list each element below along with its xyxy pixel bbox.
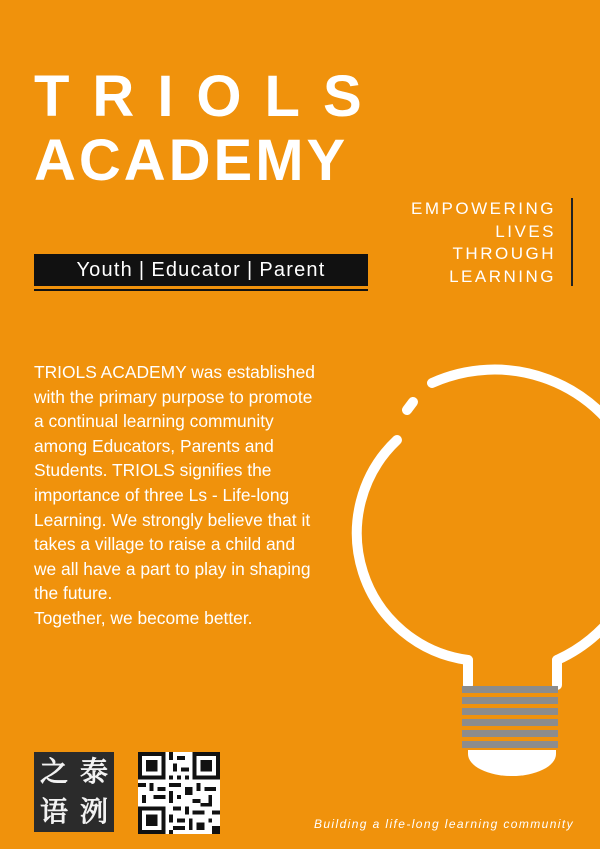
qr-code-icon[interactable]: [138, 752, 220, 834]
logo-char: 洌: [79, 795, 108, 828]
tagline-line: LIVES: [495, 221, 556, 241]
audience-educator: Educator: [151, 258, 241, 281]
tagline-line: LEARNING: [449, 266, 556, 286]
logo-char: 之: [39, 755, 68, 788]
audience-separator: |: [138, 258, 146, 281]
tagline-line: THROUGH: [452, 244, 556, 263]
audience-bar: [34, 254, 368, 286]
footer-slogan: Building a life-long learning community: [313, 817, 574, 831]
audience-underline: [34, 289, 368, 291]
logo-char: 泰: [79, 755, 108, 788]
description-paragraph: Together, we become better.: [34, 607, 253, 628]
chinese-logo: [34, 752, 114, 832]
tagline: [411, 198, 556, 288]
description-paragraph: TRIOLS ACADEMY was established with the primary purpose to promote a continual learning community among Educators, Parents and Students. TRIOLS signifies the importance of three Ls - Life-long Learning. We strongly believe that it takes a village to raise a child and: [34, 362, 315, 555]
audience-youth: Youth: [76, 258, 133, 281]
description: [34, 360, 324, 631]
tagline-divider: [571, 198, 573, 286]
audience-parent: Parent: [259, 258, 326, 281]
logo-char: 语: [39, 795, 68, 828]
description-paragraph: we all have a part to play in shaping the future.: [34, 558, 311, 604]
title-line-2: ACADEMY: [34, 128, 349, 193]
audience-separator: |: [246, 258, 254, 281]
title-line-1: TRIOLS: [34, 64, 385, 129]
tagline-line: EMPOWERING: [411, 199, 556, 218]
